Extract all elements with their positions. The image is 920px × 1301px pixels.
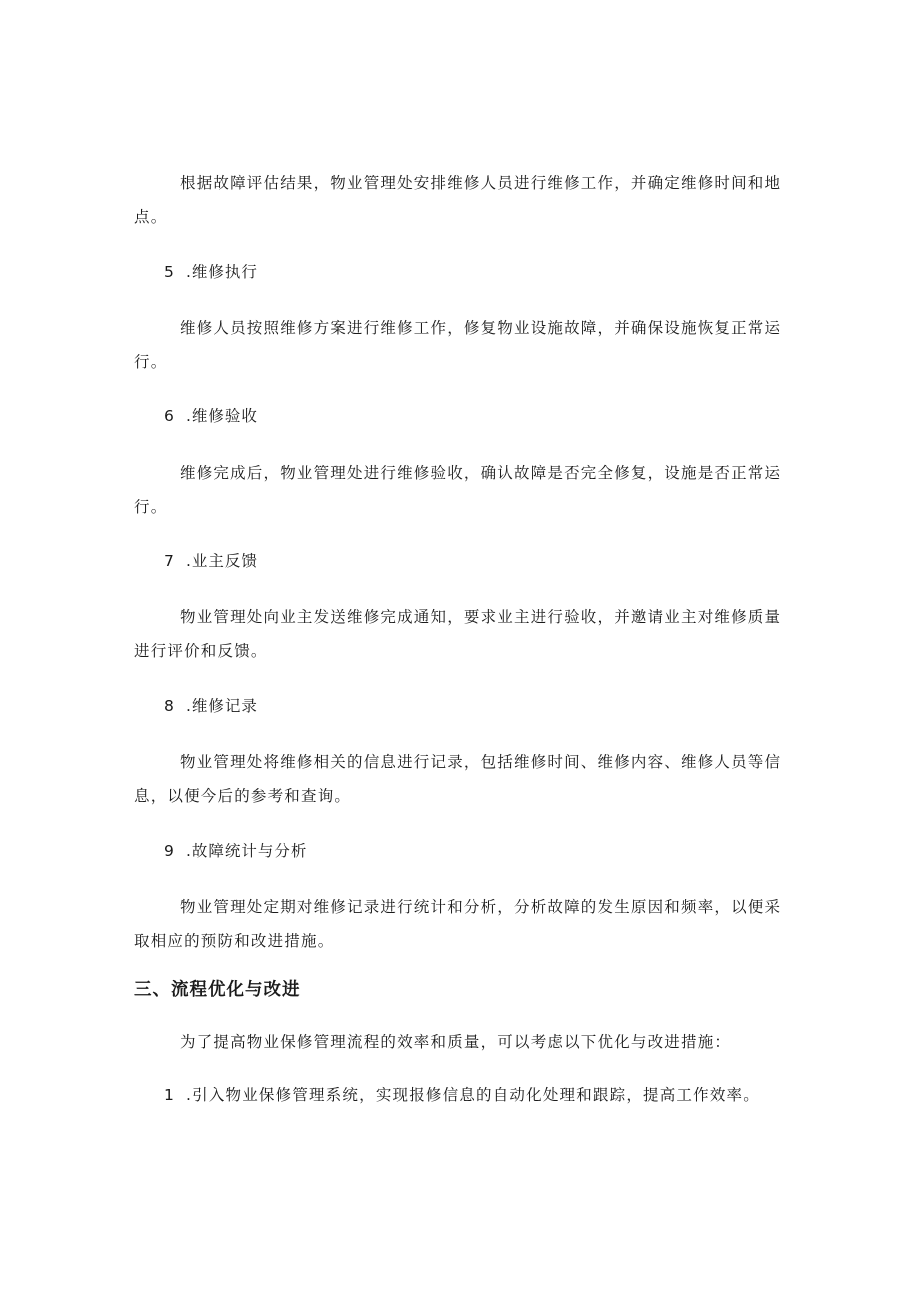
paragraph-repair-records: 物业管理处将维修相关的信息进行记录，包括维修时间、维修内容、维修人员等信息，以便今后的参考和查询。 bbox=[134, 753, 782, 805]
section-title-optimization: 三、流程优化与改进 bbox=[134, 980, 301, 1000]
paragraph-optimization-intro: 为了提高物业保修管理流程的效率和质量，可以考虑以下优化与改进措施： bbox=[180, 1033, 732, 1051]
heading-owner-feedback bbox=[164, 551, 258, 571]
list-item-text: .引入物业保修管理系统，实现报修信息的自动化处理和跟踪，提高工作效率。 bbox=[186, 1086, 760, 1104]
heading-number: 5 bbox=[164, 263, 175, 281]
heading-text: .维修验收 bbox=[186, 407, 258, 425]
paragraph-repair-arrangement: 根据故障评估结果，物业管理处安排维修人员进行维修工作，并确定维修时间和地点。 bbox=[134, 174, 782, 226]
heading-repair-records bbox=[164, 696, 258, 716]
heading-text: .故障统计与分析 bbox=[186, 842, 308, 860]
heading-text: .维修记录 bbox=[186, 697, 258, 715]
paragraph-owner-feedback: 物业管理处向业主发送维修完成通知，要求业主进行验收，并邀请业主对维修质量进行评价和反馈。 bbox=[134, 608, 782, 660]
list-item-management-system bbox=[164, 1085, 760, 1105]
heading-number: 8 bbox=[164, 697, 175, 715]
heading-fault-statistics bbox=[164, 841, 307, 861]
list-item-number: 1 bbox=[164, 1086, 176, 1104]
heading-number: 7 bbox=[164, 552, 175, 570]
heading-repair-execution bbox=[164, 262, 258, 282]
paragraph-repair-execution: 维修人员按照维修方案进行维修工作，修复物业设施故障，并确保设施恢复正常运行。 bbox=[134, 319, 782, 371]
paragraph-repair-acceptance: 维修完成后，物业管理处进行维修验收，确认故障是否完全修复，设施是否正常运行。 bbox=[134, 464, 782, 516]
heading-number: 6 bbox=[164, 407, 175, 425]
heading-text: .维修执行 bbox=[186, 263, 258, 281]
heading-repair-acceptance bbox=[164, 406, 258, 426]
heading-number: 9 bbox=[164, 842, 175, 860]
paragraph-fault-statistics: 物业管理处定期对维修记录进行统计和分析，分析故障的发生原因和频率，以便采取相应的预防和改进措施。 bbox=[134, 898, 782, 950]
heading-text: .业主反馈 bbox=[186, 552, 258, 570]
